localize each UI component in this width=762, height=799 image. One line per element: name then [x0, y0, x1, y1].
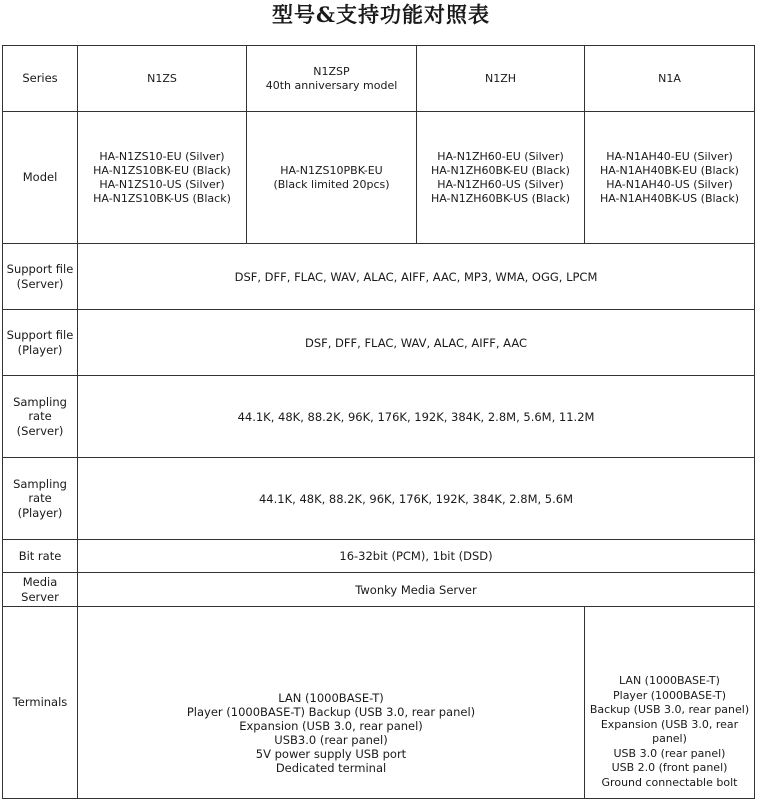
model-n1zs-line: HA-N1ZS10-US (Silver): [99, 177, 225, 191]
sampling-server-row: [3, 376, 755, 458]
label-line: (Server): [16, 423, 64, 438]
terminals-row: [3, 607, 755, 799]
bitrate-row: [3, 540, 755, 573]
model-n1zsp-line: HA-N1ZS10PBK-EU: [280, 163, 383, 177]
label-line: Support file: [6, 328, 74, 342]
support-server-row: [3, 244, 755, 310]
terminal-line: Player (1000BASE-T): [613, 688, 726, 702]
sampling-player-label: [3, 458, 78, 540]
label-line: Sampling: [13, 476, 67, 491]
support-player-label: [3, 310, 78, 376]
header-row: [3, 46, 755, 112]
header-n1zsp-subtitle: 40th anniversary model: [265, 78, 398, 92]
label-line: Server: [21, 589, 59, 604]
model-label: Model: [3, 112, 78, 244]
bitrate-label: Bit rate: [3, 540, 78, 573]
sampling-server-label: [3, 376, 78, 458]
model-n1a-line: HA-N1AH40BK-US (Black): [600, 191, 739, 205]
model-n1zs: [78, 112, 247, 244]
terminal-line: panel): [652, 732, 687, 745]
model-n1zh: [417, 112, 585, 244]
model-n1zs-line: HA-N1ZS10BK-EU (Black): [93, 163, 231, 177]
terminal-line: Ground connectable bolt: [601, 775, 738, 789]
header-n1a: N1A: [585, 46, 755, 112]
terminal-line: Expansion (USB 3.0, rear: [600, 717, 739, 731]
terminal-line: 5V power supply USB port: [255, 746, 407, 761]
model-n1a: [585, 112, 755, 244]
label-line: (Player): [17, 505, 63, 520]
model-n1zsp-line: (Black limited 20pcs): [273, 177, 390, 191]
label-line: rate: [28, 409, 52, 424]
label-line: Support file: [6, 262, 74, 276]
terminal-line: USB 2.0 (front panel): [611, 761, 728, 774]
terminal-line: Dedicated terminal: [275, 760, 387, 775]
series-label: Series: [3, 46, 78, 112]
bitrate-value: 16-32bit (PCM), 1bit (DSD): [78, 540, 755, 573]
media-server-value: Twonky Media Server: [78, 573, 755, 607]
support-server-value: DSF, DFF, FLAC, WAV, ALAC, AIFF, AAC, MP3, WMA, OGG, LPCM: [78, 244, 755, 310]
terminals-n1a: [585, 607, 755, 799]
terminal-line: Player (1000BASE-T) Backup (USB 3.0, rear panel): [186, 704, 476, 719]
model-n1zs-line: HA-N1ZS10-EU (Silver): [99, 149, 225, 163]
media-server-row: [3, 573, 755, 607]
model-row: [3, 112, 755, 244]
terminal-line: Expansion (USB 3.0, rear panel): [239, 718, 423, 733]
terminals-n1zs-n1zh: [78, 607, 585, 799]
model-comparison-table: [2, 45, 755, 799]
sampling-player-row: [3, 458, 755, 540]
model-n1zh-line: HA-N1ZH60BK-EU (Black): [431, 163, 570, 177]
model-n1a-line: HA-N1AH40-US (Silver): [606, 177, 733, 191]
media-server-label: [3, 573, 78, 607]
model-n1zh-line: HA-N1ZH60-US (Silver): [437, 177, 564, 191]
sampling-server-value: 44.1K, 48K, 88.2K, 96K, 176K, 192K, 384K, 2.8M, 5.6M, 11.2M: [78, 376, 755, 458]
support-player-row: [3, 310, 755, 376]
header-n1zsp: [247, 46, 417, 112]
terminal-line: LAN (1000BASE-T): [619, 674, 720, 687]
sampling-player-value: 44.1K, 48K, 88.2K, 96K, 176K, 192K, 384K, 2.8M, 5.6M: [78, 458, 755, 540]
support-player-value: DSF, DFF, FLAC, WAV, ALAC, AIFF, AAC: [78, 310, 755, 376]
model-n1zs-line: HA-N1ZS10BK-US (Black): [93, 191, 231, 205]
terminal-line: Backup (USB 3.0, rear panel): [589, 703, 750, 716]
header-n1zs: N1ZS: [78, 46, 247, 112]
label-line: Media: [22, 575, 58, 589]
header-n1zh: N1ZH: [417, 46, 585, 112]
terminal-line: USB3.0 (rear panel): [274, 732, 388, 747]
label-line: rate: [28, 491, 52, 506]
model-n1a-line: HA-N1AH40-EU (Silver): [606, 149, 733, 163]
label-line: Sampling: [13, 394, 67, 409]
terminal-line: LAN (1000BASE-T): [278, 690, 384, 705]
support-server-label: [3, 244, 78, 310]
terminal-line: USB 3.0 (rear panel): [613, 746, 726, 760]
label-line: (Server): [16, 276, 64, 291]
page-title: 型号&支持功能对照表: [272, 2, 490, 27]
model-n1zh-line: HA-N1ZH60-EU (Silver): [437, 149, 564, 163]
model-n1zsp: [247, 112, 417, 244]
label-line: (Player): [17, 342, 63, 357]
model-n1zh-line: HA-N1ZH60BK-US (Black): [430, 191, 570, 205]
header-n1zsp-name: N1ZSP: [313, 64, 350, 78]
terminals-label: Terminals: [3, 607, 78, 799]
model-n1a-line: HA-N1AH40BK-EU (Black): [600, 163, 739, 177]
